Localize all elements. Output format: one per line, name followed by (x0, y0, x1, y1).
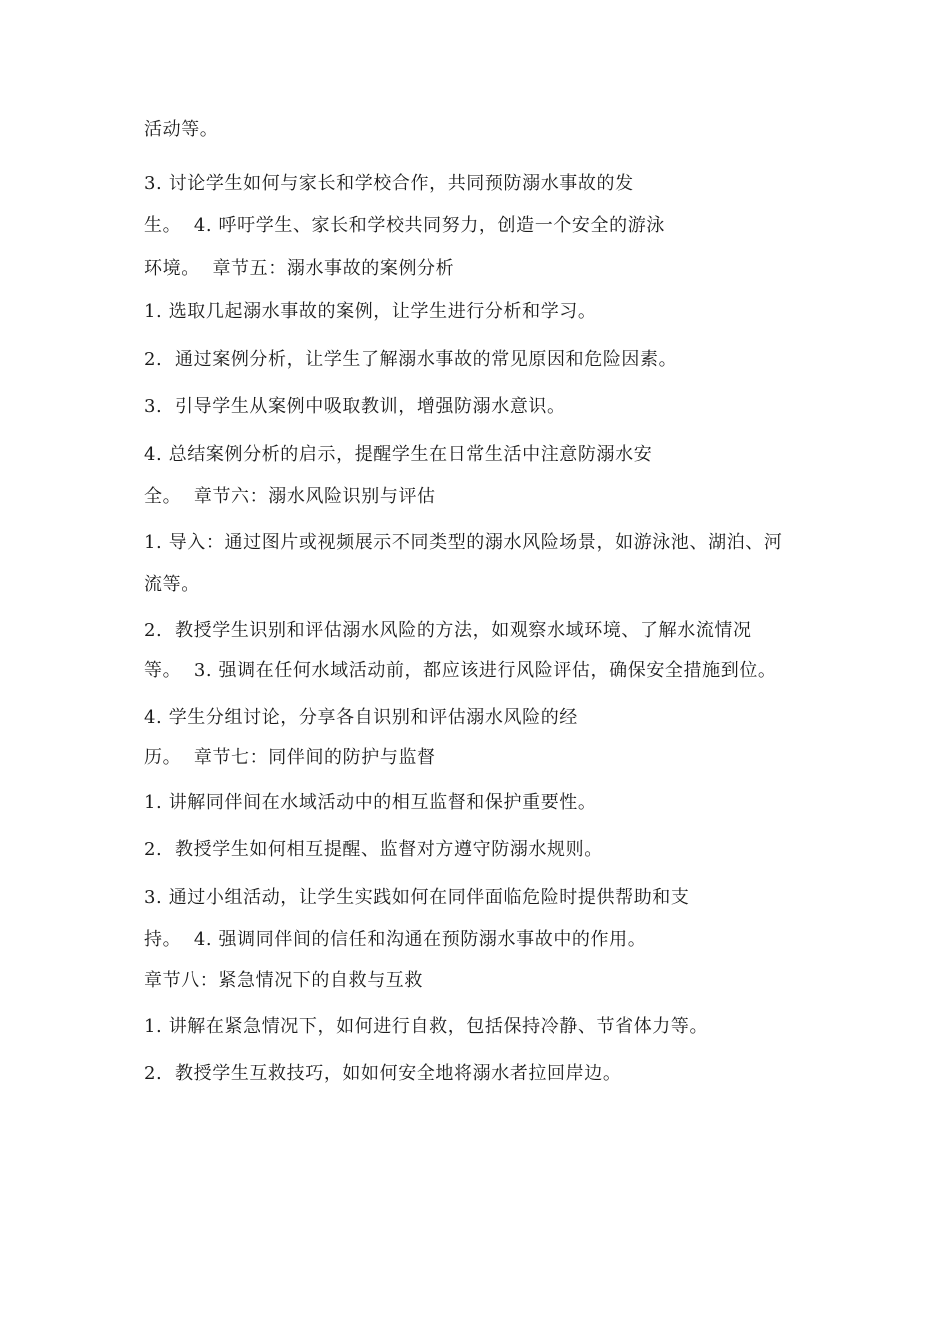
text-line: 3. 通过小组活动，让学生实践如何在同伴面临危险时提供帮助和支 (144, 887, 690, 908)
text-line: 流等。 (144, 574, 200, 595)
text-line: 历。 章节七：同伴间的防护与监督 (144, 747, 436, 768)
text-line: 生。 4. 呼吁学生、家长和学校共同努力，创造一个安全的游泳 (144, 215, 665, 236)
text-line: 等。 3. 强调在任何水域活动前，都应该进行风险评估，确保安全措施到位。 (144, 660, 777, 681)
text-line: 3. 引导学生从案例中吸取教训，增强防溺水意识。 (144, 396, 566, 417)
text-line: 1. 讲解同伴间在水域活动中的相互监督和保护重要性。 (144, 792, 597, 813)
text-line: 1. 选取几起溺水事故的案例，让学生进行分析和学习。 (144, 301, 597, 322)
text-line: 2. 教授学生如何相互提醒、监督对方遵守防溺水规则。 (144, 839, 603, 860)
text-line: 全。 章节六：溺水风险识别与评估 (144, 486, 436, 507)
text-line: 4. 总结案例分析的启示，提醒学生在日常生活中注意防溺水安 (144, 444, 653, 465)
text-line: 2. 教授学生识别和评估溺水风险的方法，如观察水域环境、了解水流情况 (144, 620, 752, 641)
text-line: 3. 讨论学生如何与家长和学校合作，共同预防溺水事故的发 (144, 173, 634, 194)
text-line: 章节八：紧急情况下的自救与互救 (144, 970, 423, 991)
text-line: 2. 通过案例分析，让学生了解溺水事故的常见原因和危险因素。 (144, 349, 678, 370)
text-line: 2. 教授学生互救技巧，如如何安全地将溺水者拉回岸边。 (144, 1063, 622, 1084)
text-line: 持。 4. 强调同伴间的信任和沟通在预防溺水事故中的作用。 (144, 929, 647, 950)
text-line: 1. 讲解在紧急情况下，如何进行自救，包括保持冷静、节省体力等。 (144, 1016, 709, 1037)
text-line: 4. 学生分组讨论，分享各自识别和评估溺水风险的经 (144, 707, 578, 728)
text-line: 环境。 章节五：溺水事故的案例分析 (144, 258, 455, 279)
text-line: 1. 导入：通过图片或视频展示不同类型的溺水风险场景，如游泳池、湖泊、河 (144, 532, 783, 553)
text-line: 活动等。 (144, 119, 219, 140)
